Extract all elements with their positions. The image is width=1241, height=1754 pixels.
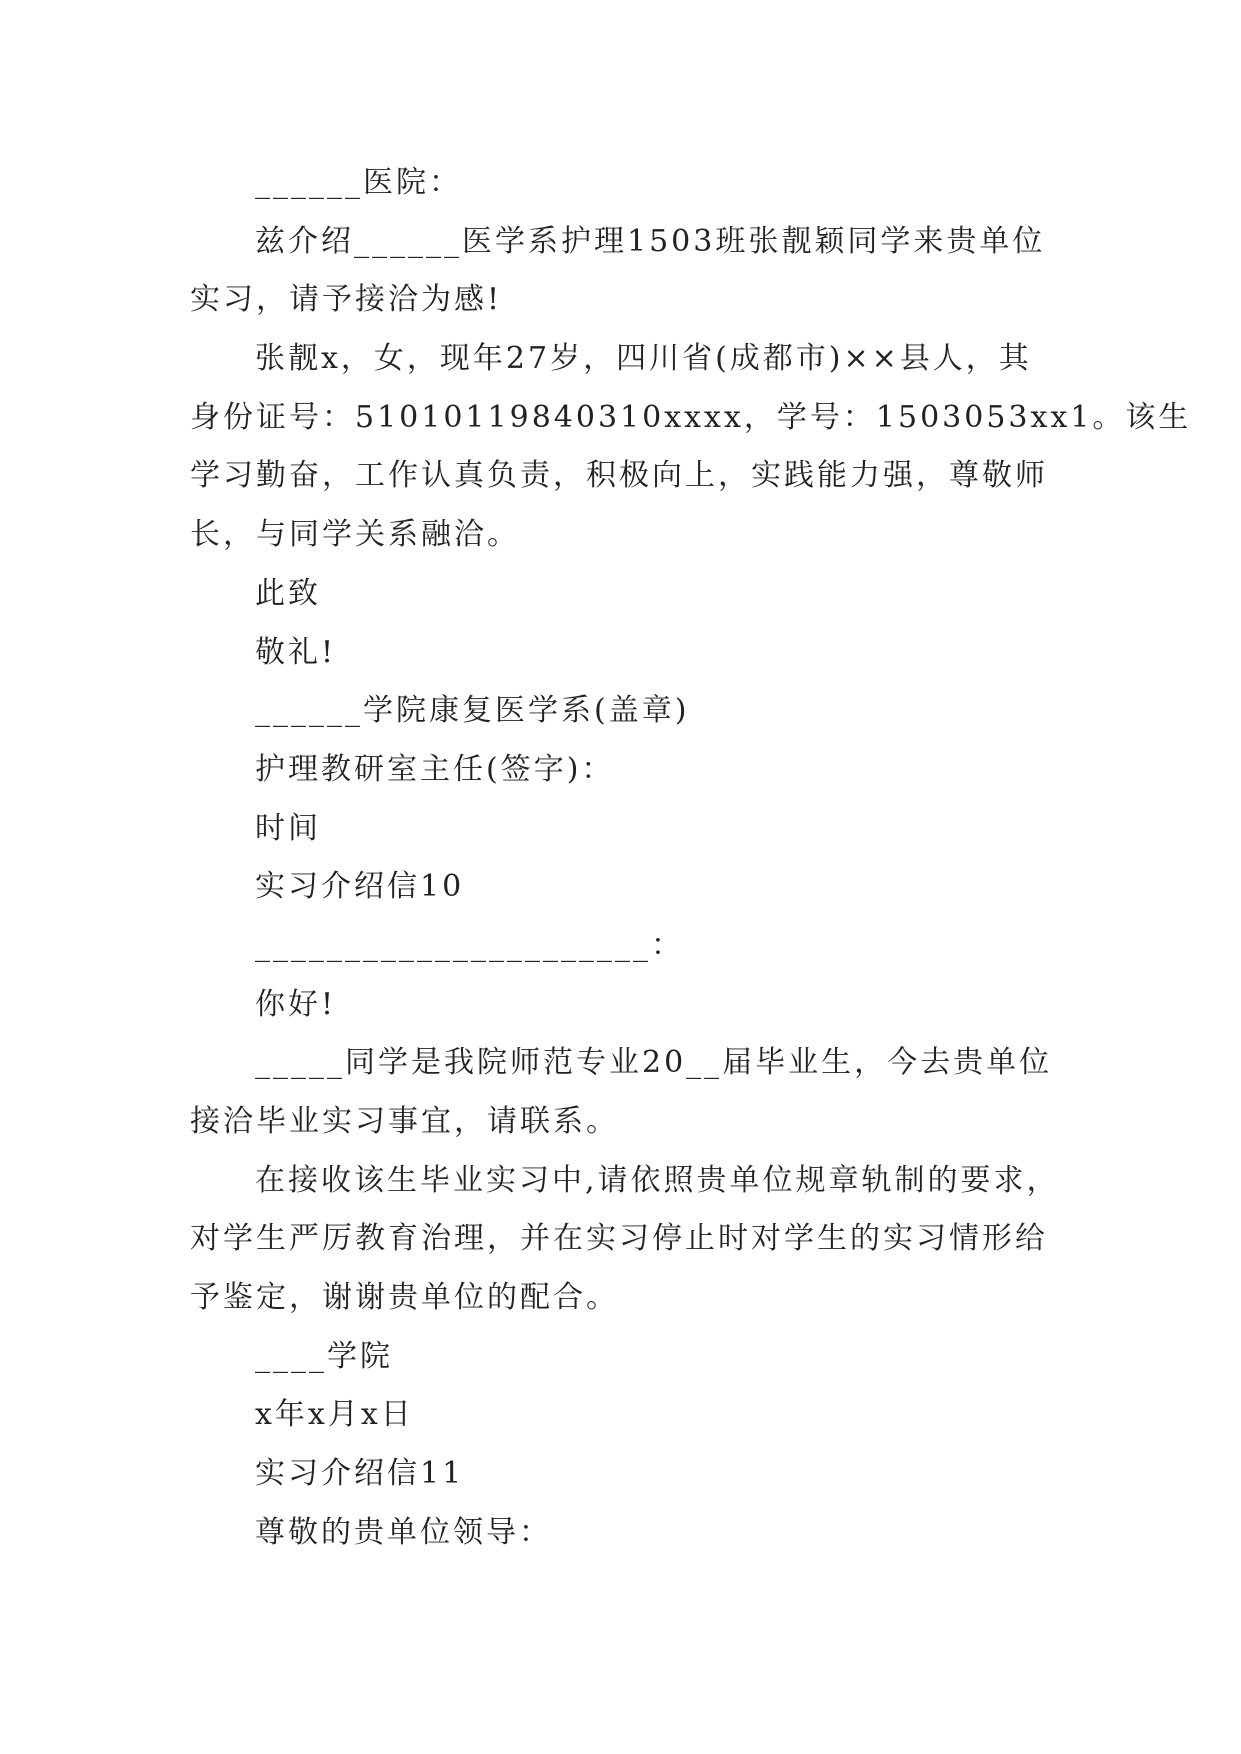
paragraph-line: 身份证号：51010119840310xxxx，学号：1503053xx1。该生 bbox=[190, 399, 1192, 435]
paragraph-line: 学习勤奋，工作认真负责，积极向上，实践能力强，尊敬师 bbox=[190, 458, 1048, 494]
paragraph-line: 张靓x，女，现年27岁，四川省(成都市)××县人，其 bbox=[255, 341, 1032, 377]
paragraph-line: _____同学是我院师范专业20__届毕业生，今去贵单位 bbox=[255, 1045, 1053, 1081]
recipient-blank-line: ______________________： bbox=[255, 927, 684, 963]
date-line: x年x月x日 bbox=[255, 1397, 414, 1433]
paragraph-line: 实习，请予接洽为感! bbox=[190, 282, 503, 318]
closing-line: 敬礼! bbox=[255, 634, 337, 670]
letter-body bbox=[190, 154, 1192, 1563]
closing-line: 此致 bbox=[255, 575, 321, 611]
paragraph-line: 在接收该生毕业实习中,请依照贵单位规章轨制的要求， bbox=[255, 1162, 1060, 1198]
paragraph-line: 接洽毕业实习事宜，请联系。 bbox=[190, 1104, 619, 1139]
paragraph-line: 予鉴定，谢谢贵单位的配合。 bbox=[190, 1280, 619, 1316]
section-title: 实习介绍信11 bbox=[255, 1456, 465, 1492]
paragraph-line: 兹介绍______医学系护理1503班张靓颖同学来贵单位 bbox=[255, 223, 1046, 259]
signature-line: ______学院康复医学系(盖章) bbox=[255, 693, 690, 729]
section-title: 实习介绍信10 bbox=[255, 869, 465, 905]
salutation-line: 尊敬的贵单位领导： bbox=[255, 1514, 552, 1550]
signature-line: 护理教研室主任(签字)： bbox=[255, 751, 615, 787]
date-line: 时间 bbox=[255, 810, 321, 846]
signature-line: ____学院 bbox=[255, 1338, 393, 1374]
paragraph-line: 长，与同学关系融洽。 bbox=[190, 517, 520, 553]
greeting-line: 你好! bbox=[255, 986, 337, 1022]
recipient-hospital-line: ______医院： bbox=[255, 165, 462, 200]
paragraph-line: 对学生严厉教育治理，并在实习停止时对学生的实习情形给 bbox=[190, 1221, 1048, 1257]
